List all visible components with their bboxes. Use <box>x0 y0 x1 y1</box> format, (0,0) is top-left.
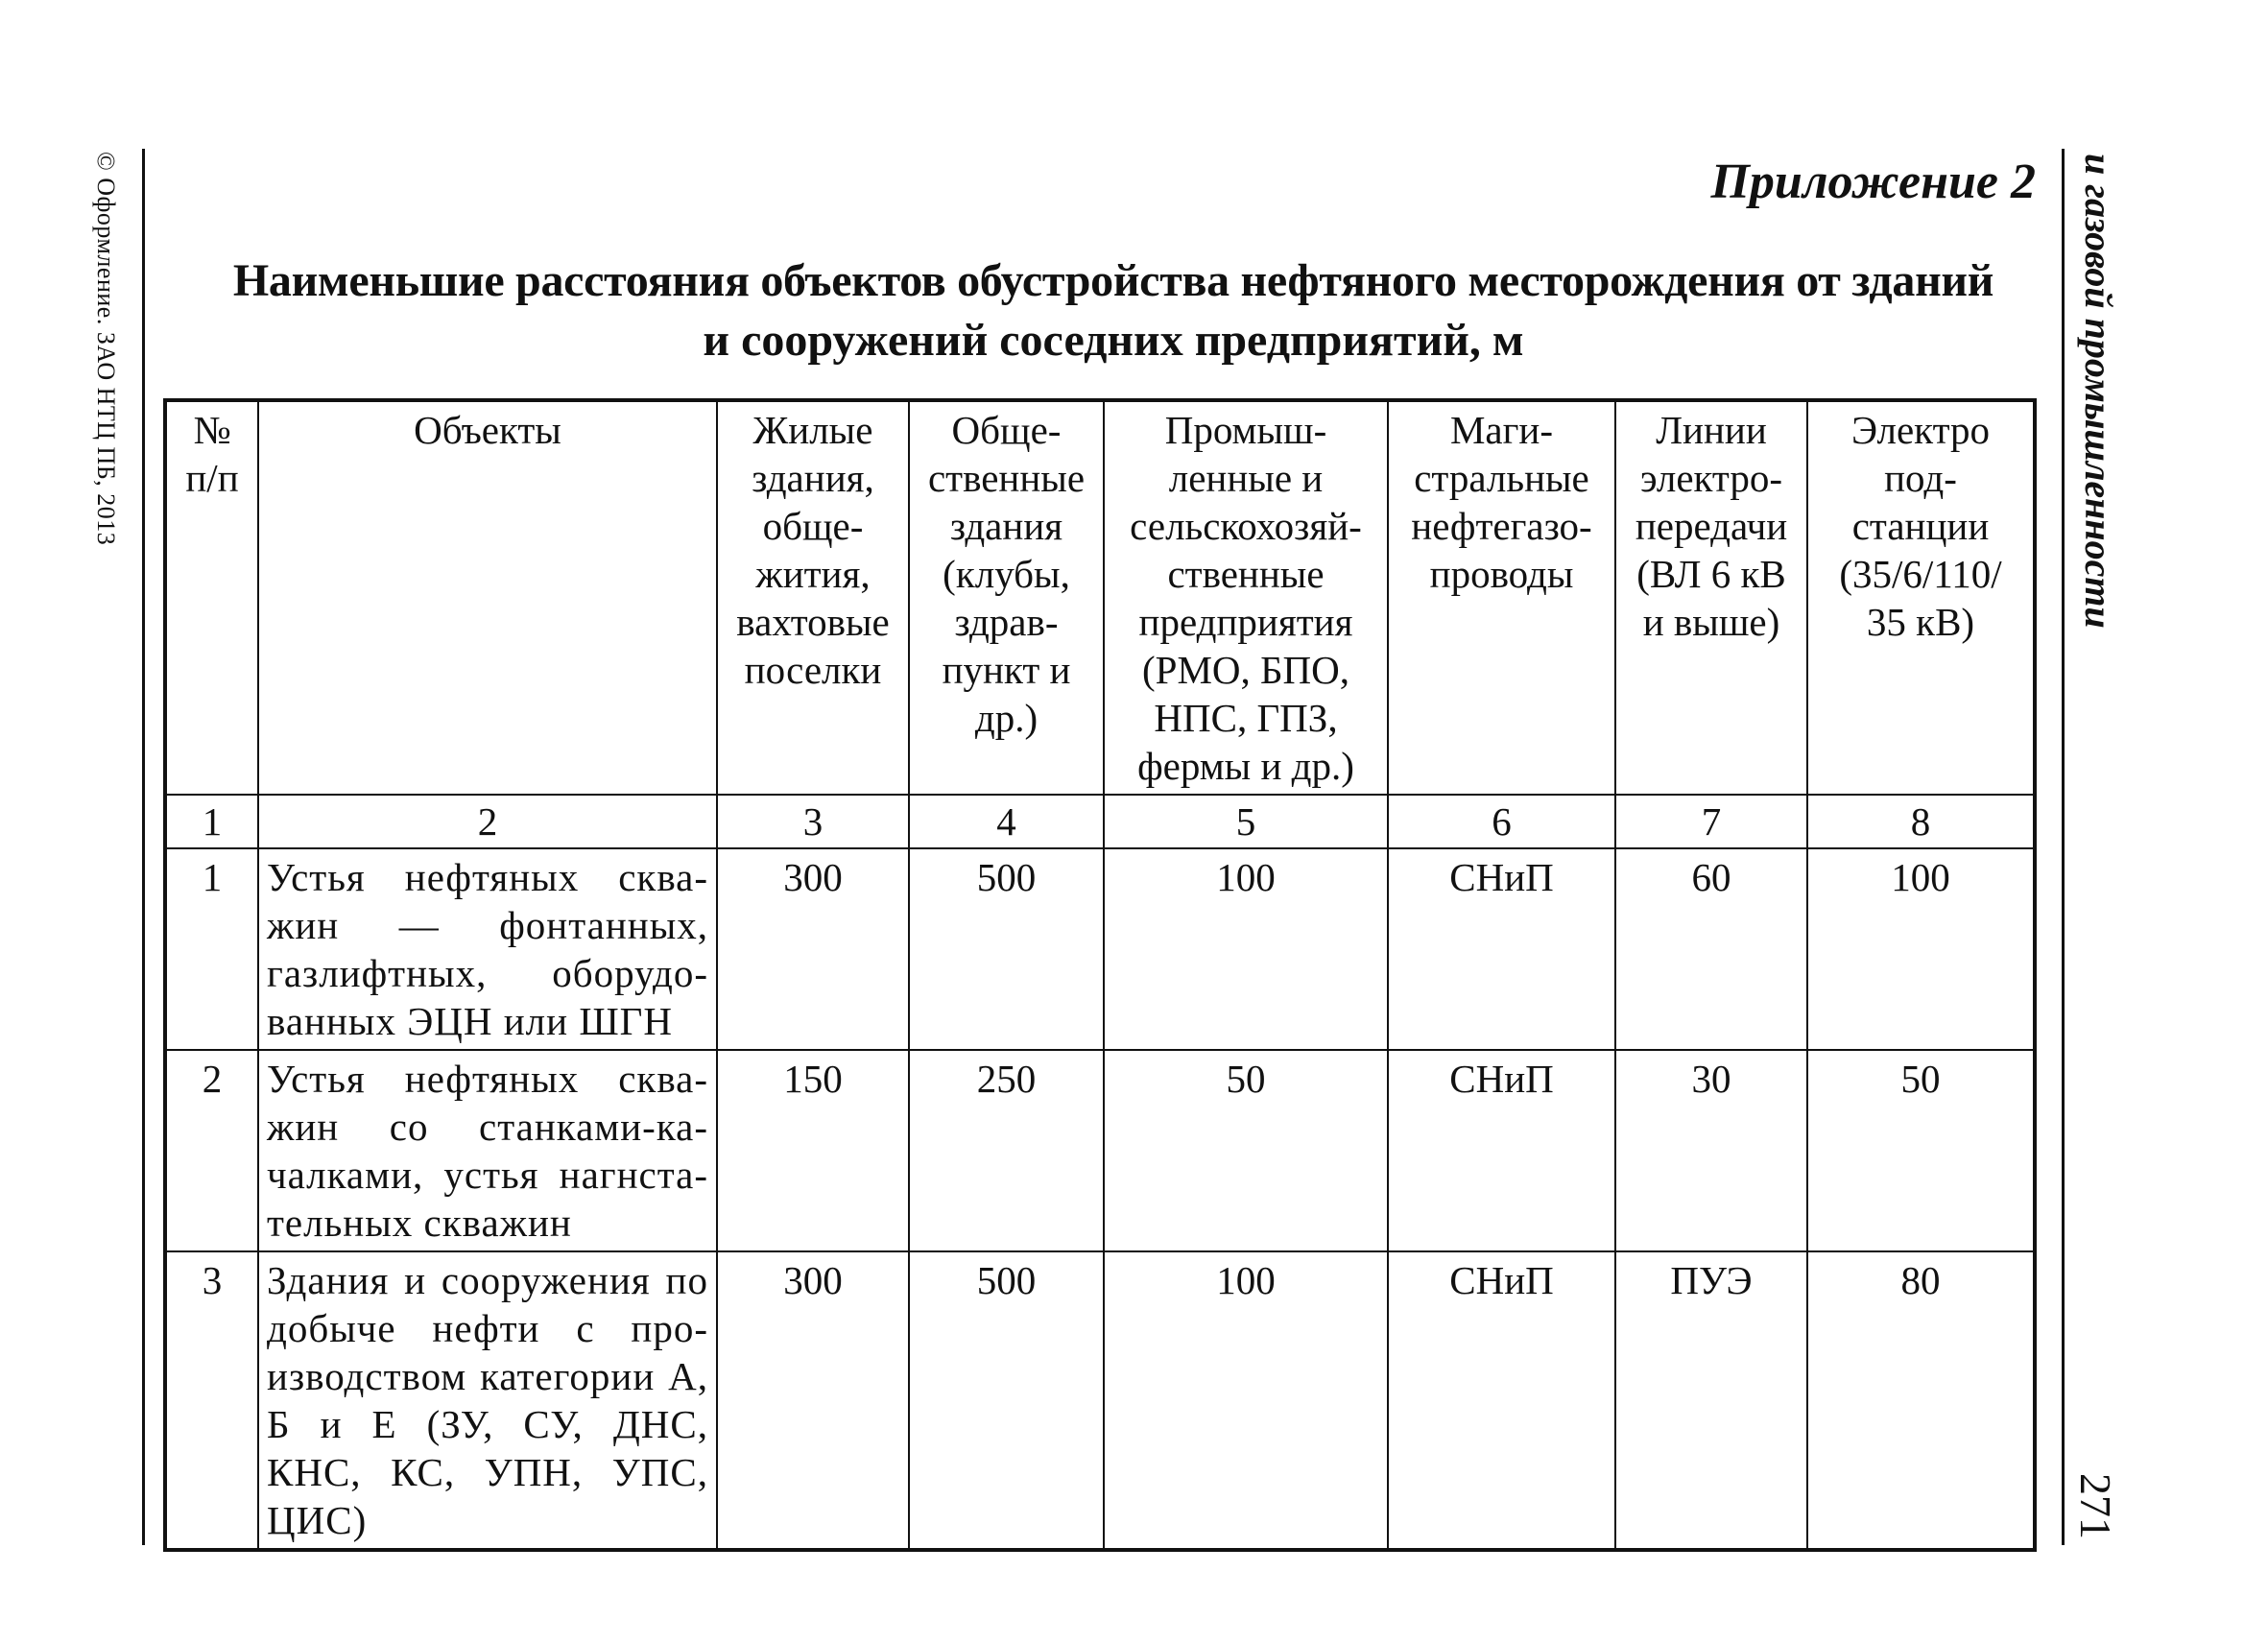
column-number: 1 <box>165 795 258 848</box>
column-number: 5 <box>1104 795 1388 848</box>
cell-power-lines: ПУЭ <box>1615 1251 1807 1550</box>
header-public: Обще-ственные здания (клубы, здрав-пункт и др.) <box>909 400 1104 795</box>
header-pipelines: Маги-стральные нефтегазо-проводы <box>1388 400 1615 795</box>
column-number: 4 <box>909 795 1104 848</box>
cell-pipelines: СНиП <box>1388 1050 1615 1251</box>
cell-residential: 300 <box>717 848 909 1050</box>
cell-substations: 50 <box>1807 1050 2035 1251</box>
page-title <box>168 251 2059 370</box>
distances-table <box>163 398 2037 1552</box>
header-industrial: Промыш-ленные и сельскохозяй-ственные предприятия (РМО, БПО, НПС, ГПЗ, фермы и др.) <box>1104 400 1388 795</box>
header-num: № п/п <box>165 400 258 795</box>
table-row <box>165 848 2035 1050</box>
header-substations: Электро под-станции (35/6/110/ 35 кВ) <box>1807 400 2035 795</box>
cell-public: 500 <box>909 848 1104 1050</box>
column-number: 3 <box>717 795 909 848</box>
row-object: Устья нефтяных сква-жин со станками-ка-чалками, устья нагнста-тельных скважин <box>258 1050 717 1251</box>
title-line-2: и сооружений соседних предприятий, м <box>703 315 1524 366</box>
cell-residential: 300 <box>717 1251 909 1550</box>
cell-pipelines: СНиП <box>1388 848 1615 1050</box>
right-margin-rule <box>2062 149 2065 1545</box>
row-object: Здания и сооружения по добыче нефти с про-изводством категории А, Б и Е (ЗУ, СУ, ДНС, КНС, КС, УПН, УПС, ЦИС) <box>258 1251 717 1550</box>
column-number: 6 <box>1388 795 1615 848</box>
appendix-label: Приложение 2 <box>1710 155 2036 209</box>
column-number: 8 <box>1807 795 2035 848</box>
cell-residential: 150 <box>717 1050 909 1251</box>
column-number-row <box>165 795 2035 848</box>
cell-industrial: 50 <box>1104 1050 1388 1251</box>
cell-public: 250 <box>909 1050 1104 1251</box>
title-line-1: Наименьшие расстояния объектов обустройства нефтяного месторождения от зданий <box>232 255 1994 306</box>
header-objects: Объекты <box>258 400 717 795</box>
header-residential: Жилые здания, обще-жития, вахтовые поселки <box>717 400 909 795</box>
copyright-note: © Оформление. ЗАО НТЦ ПБ, 2013 <box>92 152 120 546</box>
left-margin-rule <box>142 149 145 1545</box>
cell-substations: 80 <box>1807 1251 2035 1550</box>
table-row <box>165 1050 2035 1251</box>
cell-pipelines: СНиП <box>1388 1251 1615 1550</box>
header-row <box>165 400 2035 795</box>
running-head: и газовой промышленности <box>2077 154 2120 629</box>
row-number: 3 <box>165 1251 258 1550</box>
header-power-lines: Линии электро-передачи (ВЛ 6 кВ и выше) <box>1615 400 1807 795</box>
cell-substations: 100 <box>1807 848 2035 1050</box>
cell-industrial: 100 <box>1104 1251 1388 1550</box>
cell-industrial: 100 <box>1104 848 1388 1050</box>
table-row <box>165 1251 2035 1550</box>
cell-power-lines: 60 <box>1615 848 1807 1050</box>
cell-power-lines: 30 <box>1615 1050 1807 1251</box>
row-number: 2 <box>165 1050 258 1251</box>
column-number: 2 <box>258 795 717 848</box>
row-object: Устья нефтяных сква-жин — фонтанных, газлифтных, оборудо-ванных ЭЦН или ШГН <box>258 848 717 1050</box>
column-number: 7 <box>1615 795 1807 848</box>
page-number: 271 <box>2071 1473 2120 1539</box>
cell-public: 500 <box>909 1251 1104 1550</box>
row-number: 1 <box>165 848 258 1050</box>
